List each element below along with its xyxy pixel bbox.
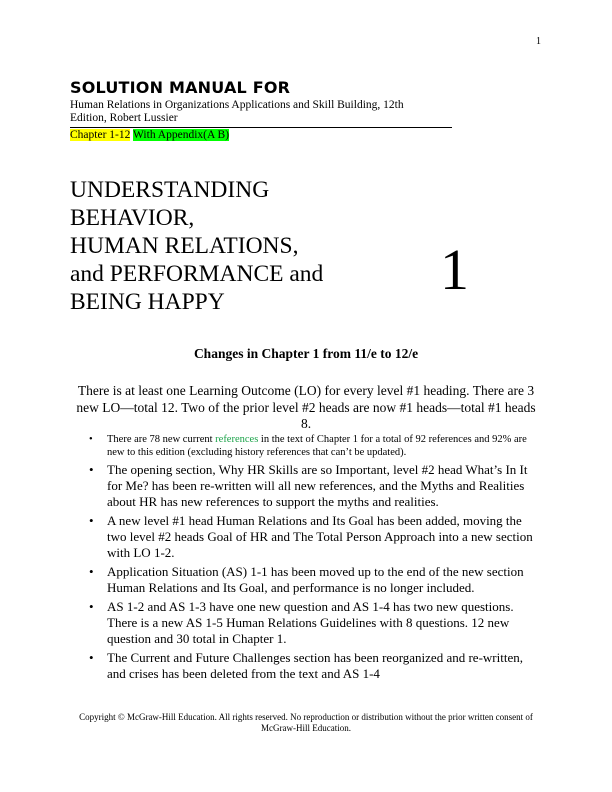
intro-paragraph: There is at least one Learning Outcome (LO) for every level #1 heading. There are 3 new LO—total 12. Two of the prior level #2 heads are now #1 heads—total #1 heads 8. bbox=[76, 383, 536, 431]
list-item-text: in the text of Chapter 1 for a total of 92 references and 92% are new to this edition (excluding history references that can’t be updated). bbox=[107, 434, 527, 458]
list-item: • The Current and Future Challenges section has been reorganized and re-written, and crises has been deleted from the text and AS 1-4 bbox=[0, 650, 537, 682]
references-link[interactable]: references bbox=[215, 434, 259, 445]
chapter-heading-line: HUMAN RELATIONS, bbox=[70, 233, 299, 259]
list-item: • A new level #1 head Human Relations and Its Goal has been added, moving the two level #2 heads Goal of HR and The Total Person Approach into a new section with LO 1-2. bbox=[0, 513, 537, 561]
manual-title: SOLUTION MANUAL FOR bbox=[70, 78, 291, 97]
chapter-heading-line: UNDERSTANDING bbox=[70, 177, 270, 203]
chapter-heading-line: BEHAVIOR, bbox=[70, 205, 195, 231]
appendix-note: With Appendix(A B) bbox=[133, 129, 230, 141]
copyright-footer: Copyright © McGraw-Hill Education. All rights reserved. No reproduction or distribution without the prior written consent of McGraw-Hill Education. bbox=[79, 712, 533, 733]
chapter-heading bbox=[70, 176, 323, 316]
chapter-number: 1 bbox=[440, 237, 469, 302]
list-item: • AS 1-2 and AS 1-3 have one new question and AS 1-4 has two new questions. There is a new AS 1-5 Human Relations Guidelines with 8 questions. 12 new question and 30 total in Chapter 1. bbox=[0, 599, 537, 647]
book-info bbox=[70, 99, 450, 125]
header-rule bbox=[70, 127, 452, 128]
list-item bbox=[0, 433, 537, 459]
chapter-heading-line: BEING HAPPY bbox=[70, 289, 225, 315]
book-info-line1: Human Relations in Organizations Applications and Skill Building, 12th bbox=[70, 99, 404, 111]
chapter-range: Chapter 1-12 bbox=[70, 129, 131, 141]
book-info-line2: Edition, Robert Lussier bbox=[70, 112, 178, 124]
changes-heading: Changes in Chapter 1 from 11/e to 12/e bbox=[193, 346, 419, 361]
list-item-text: There are 78 new current bbox=[107, 434, 216, 445]
list-item: • The opening section, Why HR Skills are so Important, level #2 head What’s In It for Me? has been re-written will all new references, and the Myths and Realities about HR has new references to support the myths and realities. bbox=[0, 462, 537, 510]
list-item: • Application Situation (AS) 1-1 has been moved up to the end of the new section Human Relations and Its Goal, and performance is no longer included. bbox=[0, 564, 537, 596]
chapter-range-line bbox=[70, 129, 229, 142]
page-number: 1 bbox=[536, 36, 541, 47]
changes-list bbox=[0, 433, 537, 685]
chapter-heading-line: and PERFORMANCE and bbox=[70, 261, 324, 287]
